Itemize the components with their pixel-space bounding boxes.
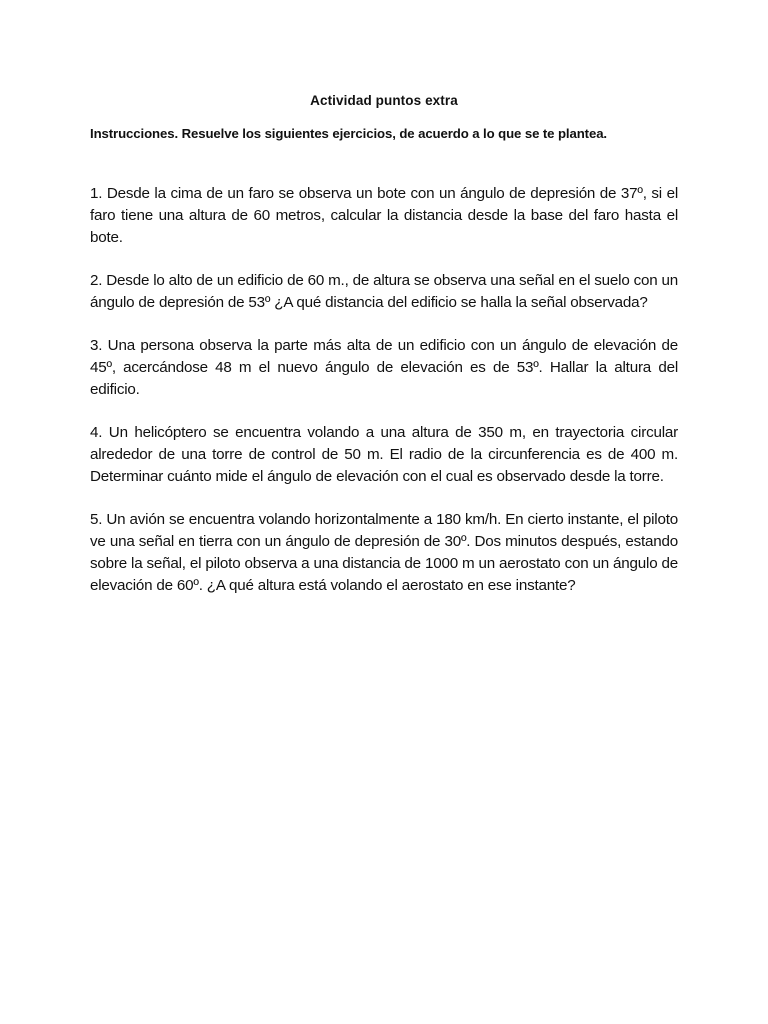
exercise-list bbox=[90, 183, 678, 618]
exercise-3: 3. Una persona observa la parte más alta de un edificio con un ángulo de elevación de 45º, acercándose 48 m el nuevo ángulo de elevación es de 53º. Hallar la altura del edificio. bbox=[90, 337, 678, 398]
exercise-4: 4. Un helicóptero se encuentra volando a una altura de 350 m, en trayectoria circular alrededor de una torre de control de 50 m. El radio de la circunferencia es de 400 m. Determinar cuánto mide el ángulo de elevación con el cual es observado desde la torre. bbox=[90, 424, 678, 485]
exercise-1: 1. Desde la cima de un faro se observa un bote con un ángulo de depresión de 37º, si el faro tiene una altura de 60 metros, calcular la distancia desde la base del faro hasta el bote. bbox=[90, 185, 678, 246]
exercise-2: 2. Desde lo alto de un edificio de 60 m., de altura se observa una señal en el suelo con un ángulo de depresión de 53º ¿A qué distancia del edificio se halla la señal observada? bbox=[90, 272, 679, 311]
instructions-text: Instrucciones. Resuelve los siguientes ejercicios, de acuerdo a lo que se te plantea. bbox=[90, 126, 607, 141]
document-title: Actividad puntos extra bbox=[310, 93, 458, 108]
exercise-5: 5. Un avión se encuentra volando horizontalmente a 180 km/h. En cierto instante, el piloto ve una señal en tierra con un ángulo de depresión de 30º. Dos minutos después, estando sobre la señal, el piloto observa a una distancia de 1000 m un aerostato con un ángulo de elevación de 60º. ¿A qué altura está volando el aerostato en ese instante? bbox=[90, 511, 678, 594]
